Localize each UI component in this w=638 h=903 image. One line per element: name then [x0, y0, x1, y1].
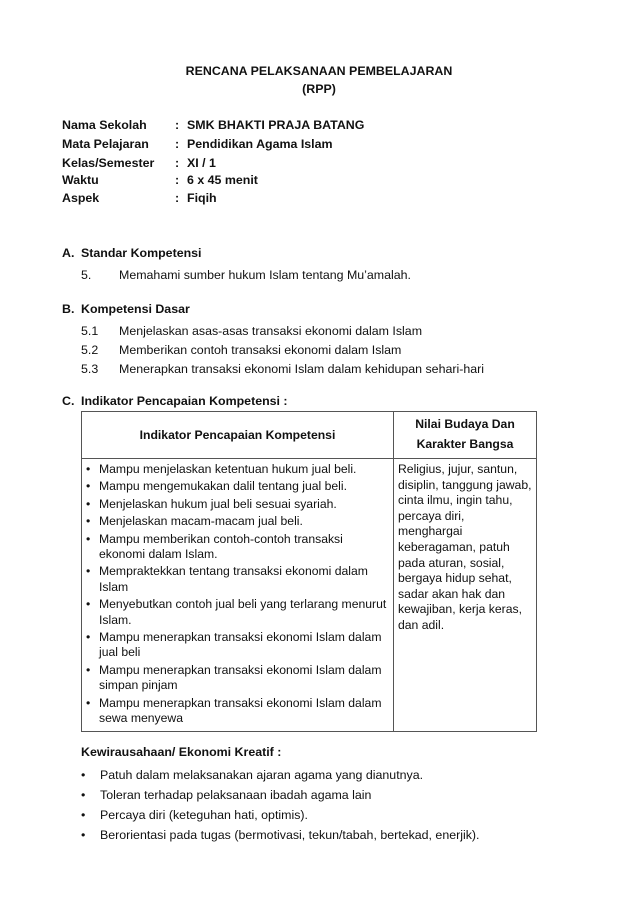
item-number: 5.2	[81, 343, 99, 357]
section-title: Kompetensi Dasar	[81, 302, 190, 316]
info-value: SMK BHAKTI PRAJA BATANG	[187, 118, 365, 132]
item-text: Menerapkan transaksi ekonomi Islam dalam kehidupan sehari-hari	[119, 362, 485, 376]
table-header-values-line: Nilai Budaya Dan	[415, 417, 515, 431]
info-label: Kelas/Semester	[62, 156, 155, 170]
item-text: Patuh dalam melaksanakan ajaran agama yang dianutnya.	[100, 768, 424, 782]
item-number: 5.3	[81, 362, 99, 376]
list-item: • Mampu menjelaskan ketentuan hukum jual beli.	[86, 462, 389, 477]
list-item: • Mampu menerapkan transaksi ekonomi Islam dalam simpan pinjam	[86, 663, 389, 694]
table-header-indicator: Indikator Pencapaian Kompetensi	[82, 412, 394, 459]
table-header-values-line: Karakter Bangsa	[416, 437, 514, 451]
character-values-text: Religius, jujur, santun, disiplin, tanggung jawab, cinta ilmu, ingin tahu, percaya diri, menghargai keberagaman, patuh pada aturan, sosial, bergaya hidup sehat, sadar akan hak dan kewajiban, kerja keras, dan adil.	[398, 462, 532, 632]
info-value: 6 x 45 menit	[187, 173, 258, 187]
info-label: Nama Sekolah	[62, 118, 147, 132]
list-item: • Mampu mengemukakan dalil tentang jual beli.	[86, 479, 389, 494]
document-title: RENCANA PELAKSANAAN PEMBELAJARAN	[185, 64, 453, 78]
item-text: Menjelaskan asas-asas transaksi ekonomi dalam Islam	[119, 324, 423, 338]
section-letter: C.	[62, 394, 75, 408]
bullet: •	[81, 768, 86, 782]
section-letter: B.	[62, 302, 75, 316]
info-colon: :	[175, 173, 180, 187]
item-number: 5.1	[81, 324, 99, 338]
table-header-row	[82, 412, 537, 459]
bullet: •	[81, 808, 86, 822]
document-subtitle: (RPP)	[302, 82, 336, 96]
info-value: Fiqih	[187, 191, 217, 205]
info-colon: :	[175, 118, 180, 132]
list-item: • Menjelaskan hukum jual beli sesuai syariah.	[86, 497, 389, 512]
list-item: • Mempraktekkan tentang transaksi ekonomi dalam Islam	[86, 564, 389, 595]
info-label: Aspek	[62, 191, 100, 205]
info-label: Mata Pelajaran	[62, 137, 149, 151]
bullet: •	[81, 788, 86, 802]
info-colon: :	[175, 191, 180, 205]
list-item: • Mampu memberikan contoh-contoh transaksi ekonomi dalam Islam.	[86, 532, 389, 563]
list-item: • Mampu menerapkan transaksi ekonomi Islam dalam jual beli	[86, 630, 389, 661]
info-colon: :	[175, 137, 180, 151]
item-text: Memahami sumber hukum Islam tentang Mu’amalah.	[119, 268, 411, 282]
list-item: • Menjelaskan macam-macam jual beli.	[86, 514, 389, 529]
indicator-list	[86, 462, 389, 727]
section-title: Standar Kompetensi	[81, 246, 202, 260]
list-item: • Mampu menerapkan transaksi ekonomi Islam dalam sewa menyewa	[86, 696, 389, 727]
item-text: Toleran terhadap pelaksanaan ibadah agama lain	[100, 788, 372, 802]
table-row	[82, 459, 537, 732]
list-item: • Menyebutkan contoh jual beli yang terlarang menurut Islam.	[86, 597, 389, 628]
item-text: Memberikan contoh transaksi ekonomi dalam Islam	[119, 343, 402, 357]
info-value: Pendidikan Agama Islam	[187, 137, 333, 151]
item-text: Percaya diri (keteguhan hati, optimis).	[100, 808, 308, 822]
info-colon: :	[175, 156, 180, 170]
section-title: Indikator Pencapaian Kompetensi :	[81, 394, 288, 408]
item-number: 5.	[81, 268, 92, 282]
table-header-values	[394, 412, 537, 459]
kewirausahaan-title: Kewirausahaan/ Ekonomi Kreatif :	[81, 745, 282, 759]
bullet: •	[81, 828, 86, 842]
indicator-cell	[82, 459, 394, 732]
indicator-table	[81, 411, 537, 732]
values-cell	[394, 459, 537, 732]
section-letter: A.	[62, 246, 75, 260]
info-label: Waktu	[62, 173, 99, 187]
info-value: XI / 1	[187, 156, 216, 170]
item-text: Berorientasi pada tugas (bermotivasi, tekun/tabah, bertekad, enerjik).	[100, 828, 480, 842]
